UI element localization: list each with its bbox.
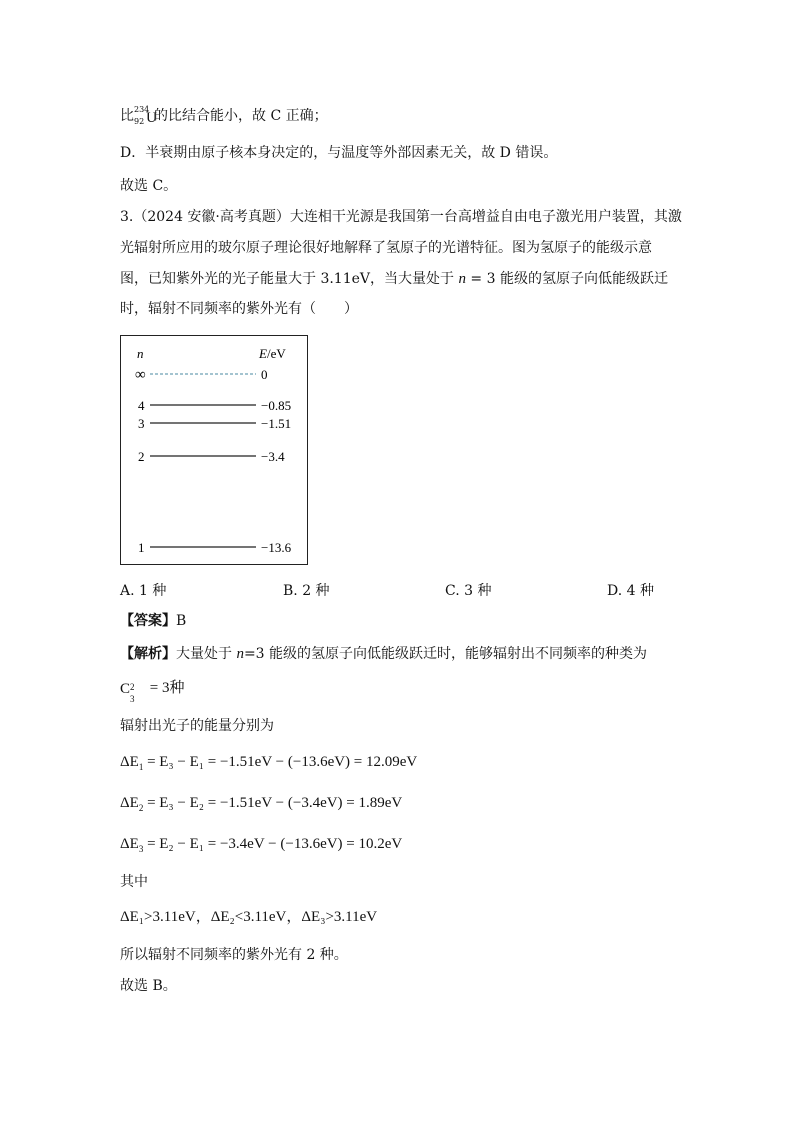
equation-3: [120, 834, 402, 859]
uranium-nuclide: [134, 105, 157, 126]
photon-intro: 辐射出光子的能量分别为: [120, 718, 274, 734]
question-line-1: 3.（2024 安徽·高考真题）大连相干光源是我国第一台高增益自由电子激光用户装置，其激: [120, 209, 682, 225]
choice-d[interactable]: D. 4 种: [607, 583, 654, 599]
choice-b[interactable]: B. 2 种: [283, 583, 330, 599]
level-energy-label: −3.4: [261, 449, 285, 464]
diagram-col-e-var: E: [259, 346, 267, 361]
eq3-sub: 3: [138, 844, 144, 854]
energy-level-diagram: [120, 335, 308, 565]
question-line-2: 光辐射所应用的玻尔原子理论很好地解释了氢原子的光谱特征。图为氢原子的能级示意: [120, 240, 652, 256]
level-energy-label: 0: [261, 367, 268, 382]
combination-formula: [120, 678, 185, 704]
equation-1: [120, 752, 417, 777]
choice-a[interactable]: A. 1 种: [120, 583, 167, 599]
diagram-col-e-unit: /eV: [266, 346, 286, 361]
level-n-label: 2: [138, 449, 145, 464]
among-label: 其中: [120, 874, 148, 890]
equation-2: [120, 793, 402, 818]
combination-result: = 3种: [146, 680, 185, 696]
question-line-3-a: 图，已知紫外光的光子能量大于 3.11eV，当大量处于: [120, 271, 459, 287]
answer-choices: [120, 580, 680, 600]
level-energy-label: −13.6: [261, 540, 292, 555]
eq1-lhs: ΔE: [120, 754, 139, 770]
answer-bracket: 【答案】: [120, 613, 176, 629]
diagram-col-n: n: [137, 346, 144, 361]
prev-line-3: 故选 C。: [120, 178, 178, 194]
inequality-3: ΔE₃>3.11eV: [301, 909, 378, 925]
diagram-col-e: [258, 346, 286, 361]
conclusion: 所以辐射不同频率的紫外光有 2 种。: [120, 947, 348, 963]
level-n-label: ∞: [135, 367, 146, 383]
nuclide-mass-number: 234: [134, 105, 150, 114]
combination-symbol: C 2 3: [120, 680, 135, 704]
analysis-bracket: 【解析】: [120, 646, 176, 662]
inequalities: [120, 907, 377, 927]
inequality-2: ΔE₂<3.11eV: [210, 909, 287, 925]
analysis-line-1: [120, 644, 647, 664]
final-choice: 故选 B。: [120, 978, 177, 994]
answer-line: [120, 611, 186, 631]
eq2-rhs: = E₃ − E₂ = −1.51eV − (−3.4eV) = 1.89eV: [143, 795, 403, 811]
prev-line-2: D．半衰期由原子核本身决定的，与温度等外部因素无关，故 D 错误。: [120, 145, 558, 161]
question-line-3: [120, 269, 668, 289]
level-energy-label: −0.85: [261, 398, 292, 413]
question-line-3-b: = 3 能级的氢原子向低能级跃迁: [465, 271, 668, 287]
inequality-sep-2: ，: [286, 909, 302, 925]
analysis-text-b: =3 能级的氢原子向低能级跃迁时，能够辐射出不同频率的种类为: [243, 646, 648, 662]
level-n-label: 3: [138, 416, 145, 431]
eq1-sub: 1: [138, 762, 144, 772]
prev-line-1: [120, 106, 328, 126]
nuclide-symbol: U: [146, 110, 157, 126]
choice-c[interactable]: C. 3 种: [445, 583, 492, 599]
prev-line-1-suffix: 的比结合能小，故 C 正确；: [154, 108, 328, 124]
eq2-sub: 2: [138, 803, 144, 813]
inequality-1: ΔE₁>3.11eV: [120, 909, 196, 925]
analysis-text-a: 大量处于: [176, 646, 237, 662]
question-n-var: n: [458, 271, 466, 287]
level-n-label: 1: [138, 540, 145, 555]
inequality-sep-1: ，: [195, 909, 211, 925]
question-line-4: 时，辐射不同频率的紫外光有（ ）: [120, 301, 358, 317]
nuclide-atomic-number: 92: [134, 117, 145, 126]
answer-value: B: [176, 613, 187, 629]
energy-levels: [135, 367, 292, 555]
eq2-lhs: ΔE: [120, 795, 139, 811]
prev-line-1-prefix: 比: [120, 108, 134, 124]
eq3-rhs: = E₂ − E₁ = −3.4eV − (−13.6eV) = 10.2eV: [143, 836, 403, 852]
level-energy-label: −1.51: [261, 416, 292, 431]
eq1-rhs: = E₃ − E₁ = −1.51eV − (−13.6eV) = 12.09eV: [143, 754, 418, 770]
level-n-label: 4: [138, 398, 145, 413]
analysis-n-var: n: [236, 646, 244, 662]
eq3-lhs: ΔE: [120, 836, 139, 852]
